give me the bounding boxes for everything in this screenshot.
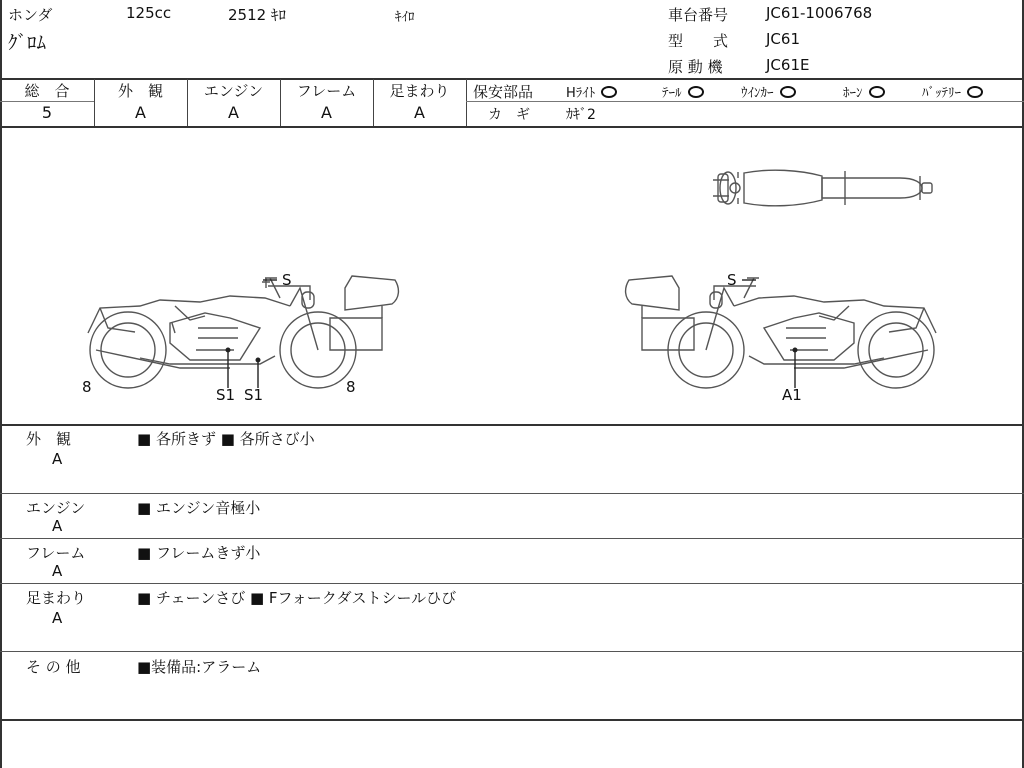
divider <box>0 101 94 102</box>
status-circle-icon <box>967 86 983 98</box>
grade-label: 足まわり <box>389 82 450 100</box>
mileage-text: 2512 ｷﾛ <box>228 6 286 24</box>
mark-s-right: S <box>727 271 737 289</box>
divider <box>466 79 467 126</box>
mark-s1-left-a: S1 <box>216 386 236 404</box>
note-text: ■ 各所きず ■ 各所さび小 <box>137 430 315 448</box>
status-circle-icon <box>688 86 704 98</box>
safety-item-winker <box>741 82 796 101</box>
status-circle-icon <box>869 86 885 98</box>
grade-value: A <box>321 103 332 122</box>
safety-item-label: ﾊﾞｯﾃﾘｰ <box>922 86 961 101</box>
model-name: ｸﾞﾛﾑ <box>8 32 47 54</box>
maker-text: ホンダ <box>8 6 53 24</box>
note-text: ■装備品:アラーム <box>137 658 262 676</box>
divider <box>0 583 1024 584</box>
note-grade: A <box>52 450 63 468</box>
mark-a1-right: A1 <box>782 386 802 404</box>
frame-no-value: JC61-1006768 <box>766 4 873 22</box>
note-label: 外 観 <box>26 430 72 448</box>
divider <box>0 493 1024 494</box>
safety-item-label: Hﾗｲﾄ <box>566 86 596 101</box>
status-circle-icon <box>601 86 617 98</box>
grade-label: 総 合 <box>24 82 70 100</box>
key-value: ｶｷﾞ2 <box>566 107 596 123</box>
grade-value: A <box>414 103 425 122</box>
type-value: JC61 <box>766 30 800 48</box>
engine-label: 原 動 機 <box>668 58 723 76</box>
grade-value: 5 <box>41 103 53 122</box>
key-label: カ ギ <box>488 107 530 123</box>
mark-8-front: 8 <box>346 378 356 396</box>
mileage-unit-text: ｷｲﾛ <box>395 10 415 25</box>
safety-item-label: ﾎｰﾝ <box>843 86 863 101</box>
note-label: 足まわり <box>26 589 87 607</box>
mark-8-rear: 8 <box>82 378 92 396</box>
frame-no-label: 車台番号 <box>668 6 729 24</box>
note-text: ■ チェーンさび ■ Fフォークダストシールひび <box>137 589 457 607</box>
safety-item-battery <box>922 82 983 101</box>
divider <box>0 719 1024 721</box>
grade-label: フレーム <box>296 82 357 100</box>
divider <box>0 424 1024 426</box>
motorcycle-top-view-icon <box>713 170 932 206</box>
note-label: エンジン <box>26 499 86 517</box>
grade-value: A <box>135 103 146 122</box>
divider <box>466 101 1024 102</box>
safety-item-tail <box>662 82 704 101</box>
safety-item-label: ｳｲﾝｶｰ <box>741 86 774 101</box>
status-circle-icon <box>780 86 796 98</box>
motorcycle-left-view-icon <box>88 276 398 388</box>
displacement-text: 125cc <box>126 4 172 22</box>
grade-label: エンジン <box>203 82 264 100</box>
note-label: フレーム <box>26 544 86 562</box>
engine-value: JC61E <box>766 56 810 74</box>
note-grade: A <box>52 517 63 535</box>
motorcycle-diagram <box>0 128 1024 424</box>
note-text: ■ フレームきず小 <box>137 544 261 562</box>
safety-item-headlight <box>566 82 617 101</box>
safety-item-horn <box>843 82 885 101</box>
grade-label: 外 観 <box>117 82 163 100</box>
grade-value: A <box>228 103 239 122</box>
safety-item-label: ﾃｰﾙ <box>662 86 682 101</box>
mark-s-left: S <box>282 271 292 289</box>
note-grade: A <box>52 609 63 627</box>
note-grade: A <box>52 562 63 580</box>
note-text: ■ エンジン音極小 <box>137 499 261 517</box>
note-label: そ の 他 <box>26 658 81 676</box>
motorcycle-right-view-icon <box>626 276 936 388</box>
safety-title: 保安部品 <box>473 83 534 101</box>
divider <box>0 651 1024 652</box>
mark-s1-left-b: S1 <box>244 386 264 404</box>
divider <box>0 538 1024 539</box>
type-label: 型 式 <box>668 32 729 50</box>
